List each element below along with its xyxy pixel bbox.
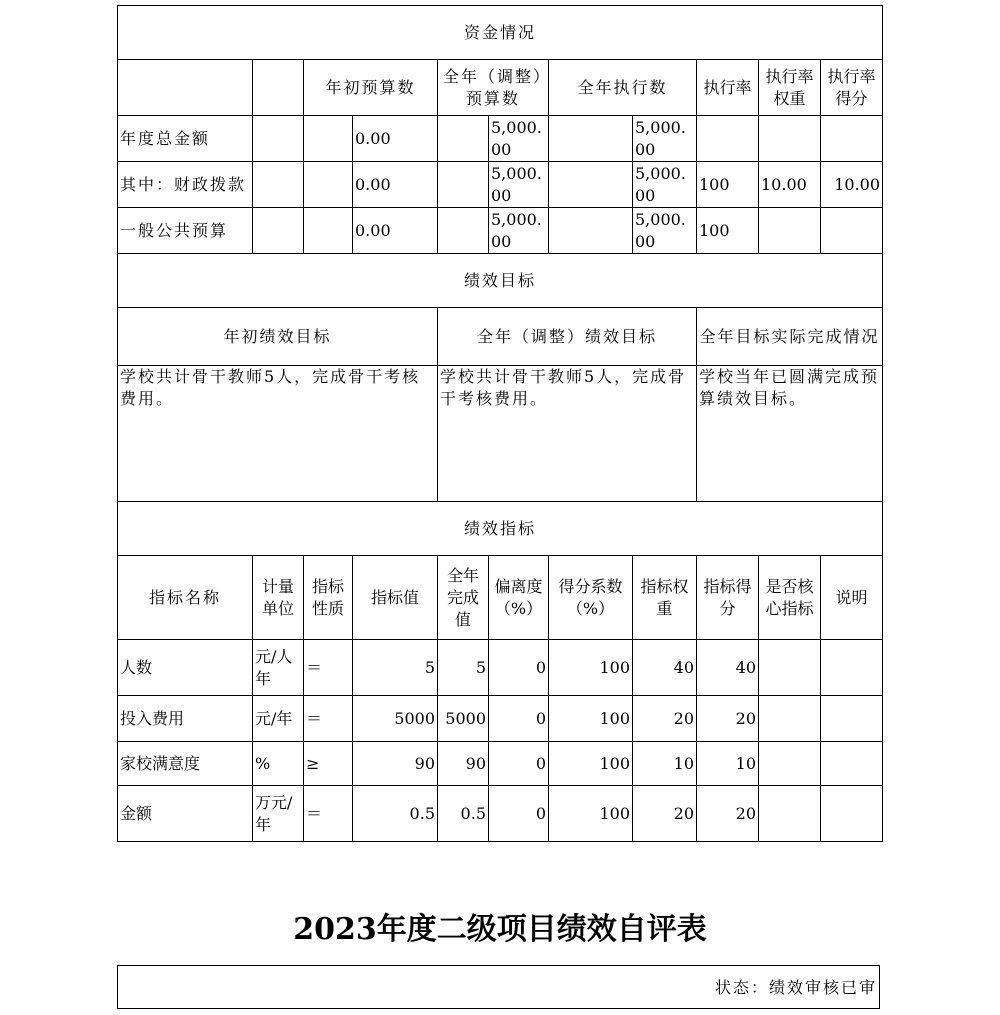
ind-completed: 5000 (438, 696, 489, 742)
funds-row (118, 162, 883, 208)
ind-deviation: 0 (489, 640, 549, 696)
header-adjusted-budget: 全年（调整）预算数 (438, 60, 549, 116)
funds-initial: 0.00 (353, 208, 438, 254)
ind-core (759, 640, 821, 696)
ind-core (759, 786, 821, 842)
ind-nature: ＝ (304, 696, 353, 742)
ind-note (821, 696, 883, 742)
ind-name: 家校满意度 (118, 742, 253, 786)
funds-initial: 0.00 (353, 162, 438, 208)
funds-score: 10.00 (821, 162, 883, 208)
ind-unit: 元/人年 (253, 640, 304, 696)
ind-core (759, 696, 821, 742)
indicators-section-title: 绩效指标 (118, 502, 883, 556)
funds-executed: 5,000.00 (633, 162, 697, 208)
funds-rate: 100 (697, 162, 759, 208)
next-page-title: 2023年度二级项目绩效自评表 (293, 912, 707, 947)
funds-weight (759, 208, 821, 254)
ind-header-value: 指标值 (353, 556, 438, 640)
ind-nature: ＝ (304, 786, 353, 842)
funds-adjusted: 5,000.00 (489, 162, 549, 208)
ind-header-name: 指标名称 (118, 556, 253, 640)
header-exec-rate: 执行率 (697, 60, 759, 116)
ind-note (821, 640, 883, 696)
ind-header-note: 说明 (821, 556, 883, 640)
ind-weight: 10 (633, 742, 697, 786)
ind-name: 人数 (118, 640, 253, 696)
ind-coefficient: 100 (549, 786, 633, 842)
ind-coefficient: 100 (549, 696, 633, 742)
funds-adjusted: 5,000.00 (489, 116, 549, 162)
funds-executed: 5,000.00 (633, 116, 697, 162)
funds-weight: 10.00 (759, 162, 821, 208)
funds-executed: 5,000.00 (633, 208, 697, 254)
funds-section-title: 资金情况 (118, 6, 883, 60)
ind-header-unit: 计量单位 (253, 556, 304, 640)
header-initial-budget: 年初预算数 (304, 60, 438, 116)
ind-completed: 5 (438, 640, 489, 696)
funds-rate: 100 (697, 208, 759, 254)
funds-rate (697, 116, 759, 162)
funds-weight (759, 116, 821, 162)
funds-initial: 0.00 (353, 116, 438, 162)
goals-adjusted-text: 学校共计骨干教师5人，完成骨干考核费用。 (438, 366, 697, 502)
ind-header-core: 是否核心指标 (759, 556, 821, 640)
ind-header-deviation: 偏离度（%） (489, 556, 549, 640)
ind-weight: 20 (633, 696, 697, 742)
ind-coefficient: 100 (549, 640, 633, 696)
table-row (118, 696, 883, 742)
funds-adjusted: 5,000.00 (489, 208, 549, 254)
ind-core (759, 742, 821, 786)
table-row (118, 742, 883, 786)
funds-row (118, 116, 883, 162)
funds-score (821, 116, 883, 162)
funds-score (821, 208, 883, 254)
goals-header-actual: 全年目标实际完成情况 (697, 308, 883, 366)
goals-actual-text: 学校当年已圆满完成预算绩效目标。 (697, 366, 883, 502)
ind-score: 20 (697, 696, 759, 742)
funds-row (118, 208, 883, 254)
ind-note (821, 786, 883, 842)
ind-header-weight: 指标权重 (633, 556, 697, 640)
header-exec-weight: 执行率权重 (759, 60, 821, 116)
ind-coefficient: 100 (549, 742, 633, 786)
ind-value: 5000 (353, 696, 438, 742)
table-row (118, 786, 883, 842)
funds-header-blank (253, 60, 304, 116)
ind-deviation: 0 (489, 696, 549, 742)
ind-unit: 万元/年 (253, 786, 304, 842)
funds-header-blank (118, 60, 253, 116)
ind-weight: 20 (633, 786, 697, 842)
ind-value: 90 (353, 742, 438, 786)
ind-completed: 0.5 (438, 786, 489, 842)
ind-header-nature: 指标性质 (304, 556, 353, 640)
ind-deviation: 0 (489, 786, 549, 842)
ind-score: 10 (697, 742, 759, 786)
ind-value: 5 (353, 640, 438, 696)
performance-table (117, 5, 883, 842)
ind-score: 20 (697, 786, 759, 842)
ind-weight: 40 (633, 640, 697, 696)
header-exec-score: 执行率得分 (821, 60, 883, 116)
ind-nature: ＝ (304, 640, 353, 696)
funds-row-label: 年度总金额 (118, 116, 253, 162)
ind-unit: % (253, 742, 304, 786)
ind-header-completed: 全年完成值 (438, 556, 489, 640)
ind-name: 金额 (118, 786, 253, 842)
ind-nature: ≥ (304, 742, 353, 786)
ind-deviation: 0 (489, 742, 549, 786)
ind-name: 投入费用 (118, 696, 253, 742)
funds-row-label: 一般公共预算 (118, 208, 253, 254)
ind-header-score: 指标得分 (697, 556, 759, 640)
table-row (118, 640, 883, 696)
ind-completed: 90 (438, 742, 489, 786)
ind-value: 0.5 (353, 786, 438, 842)
ind-unit: 元/年 (253, 696, 304, 742)
funds-row-label: 其中：财政拨款 (118, 162, 253, 208)
goals-header-initial: 年初绩效目标 (118, 308, 438, 366)
ind-score: 40 (697, 640, 759, 696)
goals-section-title: 绩效目标 (118, 254, 883, 308)
header-executed: 全年执行数 (549, 60, 697, 116)
ind-header-coefficient: 得分系数（%） (549, 556, 633, 640)
ind-note (821, 742, 883, 786)
status-label: 状态：绩效审核已审 (117, 965, 880, 1009)
goals-header-adjusted: 全年（调整）绩效目标 (438, 308, 697, 366)
goals-initial-text: 学校共计骨干教师5人，完成骨干考核费用。 (118, 366, 438, 502)
